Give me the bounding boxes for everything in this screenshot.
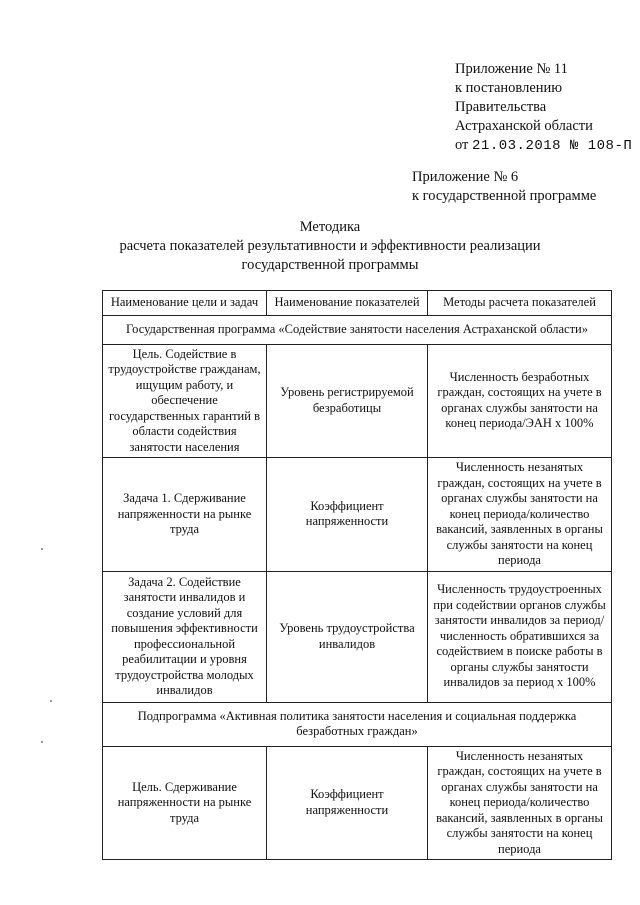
indicator-cell: Коэффициент напряженности	[267, 746, 428, 860]
method-cell: Численность трудоустроенных при содействии органов службы занятости инвалидов за период/численность обратившихся за содействием в поиске работы в органы службы занятости инвалидов за период х 100%	[428, 571, 612, 702]
goal-cell: Цель. Содействие в трудоустройстве гражданам, ищущим работу, и обеспечение государственных гарантий в области содействия занятости населения	[103, 344, 267, 458]
goal-cell: Задача 1. Сдерживание напряженности на рынке труда	[103, 458, 267, 572]
subprogram-title: Подпрограмма «Активная политика занятости населения и социальная поддержка безработных граждан»	[103, 702, 612, 746]
appendix-6-number: Приложение № 6	[412, 169, 519, 185]
table-row	[103, 571, 612, 702]
appendix-6-program: к государственной программе	[412, 188, 597, 204]
method-cell: Численность незанятых граждан, состоящих на учете в органах службы занятости на конец периода/количество вакансий, заявленных в органы службы занятости на конец периода	[428, 458, 612, 572]
indicator-cell: Уровень регистрируемой безработицы	[267, 344, 428, 458]
appendix-6-header	[412, 168, 596, 206]
scan-speck	[50, 700, 52, 702]
appendix-11-resolution: к постановлению	[455, 80, 563, 96]
appendix-11-header	[455, 60, 632, 156]
program-title-row	[103, 316, 612, 345]
appendix-11-government: Правительства	[455, 99, 547, 115]
header-methods: Методы расчета показателей	[428, 291, 612, 316]
appendix-11-number: Приложение № 11	[455, 61, 568, 77]
appendix-11-date-line	[455, 136, 632, 156]
program-title: Государственная программа «Содействие занятости населения Астраханской области»	[103, 316, 612, 345]
date-stamp: 21.03.2018 № 108-П	[472, 138, 633, 154]
table-row	[103, 458, 612, 572]
table-row	[103, 344, 612, 458]
goal-cell: Цель. Сдерживание напряженности на рынке труда	[103, 746, 267, 860]
document-title	[60, 218, 600, 275]
indicator-cell: Коэффициент напряженности	[267, 458, 428, 572]
title-sub: расчета показателей результативности и эффективности реализации государственной программы	[119, 238, 541, 273]
method-cell: Численность безработных граждан, состоящих на учете в органах службы занятости на конец периода/ЭАН х 100%	[428, 344, 612, 458]
goal-cell: Задача 2. Содействие занятости инвалидов и создание условий для повышения эффективности профессиональной реабилитации и уровня трудоустройства молодых инвалидов	[103, 571, 267, 702]
appendix-11-region: Астраханской области	[455, 118, 593, 134]
title-main: Методика	[299, 219, 361, 235]
scan-speck	[41, 741, 43, 743]
subprogram-title-row	[103, 702, 612, 746]
method-cell: Численность незанятых граждан, состоящих на учете в органах службы занятости на конец периода/количество вакансий, заявленных в органы службы занятости на конец периода	[428, 746, 612, 860]
methodology-table	[102, 290, 612, 860]
date-prefix: от	[455, 137, 469, 153]
table-row	[103, 746, 612, 860]
scan-speck	[41, 548, 43, 550]
indicator-cell: Уровень трудоустройства инвалидов	[267, 571, 428, 702]
header-goals: Наименование цели и задач	[103, 291, 267, 316]
header-indicators: Наименование показателей	[267, 291, 428, 316]
table-header-row	[103, 291, 612, 316]
